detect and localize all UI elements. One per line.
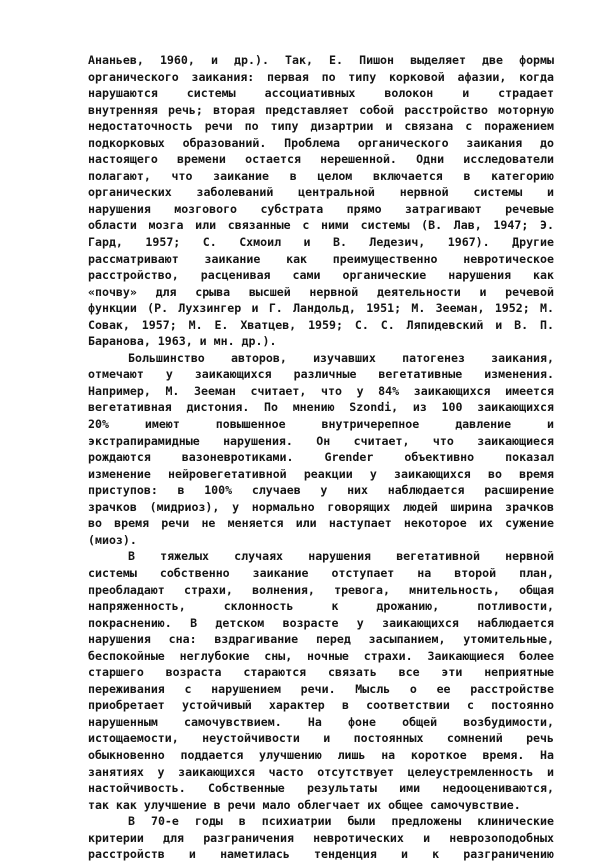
paragraph: функции (Р. Лухзингер и Г. Ландольд, 1951; М. Зееман, 1952; М.	[88, 301, 554, 316]
paragraph: нарушения сна: вздрагивание перед засыпанием, утомительные,	[88, 632, 554, 647]
paragraph: 20% имеют повышенное внутричерепное давление и	[88, 417, 554, 432]
paragraph: рассматривают заикание как преимущественно невротическое	[88, 251, 554, 266]
paragraph: истощаемости, неустойчивости и постоянных сомнений речь	[88, 731, 554, 746]
paragraph: во время речи не меняется или наступает некоторое их сужение	[88, 516, 554, 531]
paragraph: вегетативная дистония. По мнению Szondi, из 100 заикающихся	[88, 400, 554, 415]
paragraph: нарушенным самочувствием. На фоне общей возбудимости,	[88, 714, 554, 729]
paragraph: органического заикания: первая по типу корковой афазии, когда	[88, 69, 554, 84]
paragraph: недостаточность речи по типу дизартрии и связана с поражением	[88, 119, 554, 134]
paragraph: покраснению. В детском возрасте у заикающихся наблюдается	[88, 615, 554, 630]
paragraph: так как улучшение в речи мало облегчает их общее самочувствие.	[88, 797, 521, 812]
paragraph: (миоз).	[88, 532, 137, 547]
paragraph: области мозга или связанные с ними системы (В. Лав, 1947; Э.	[88, 218, 554, 233]
paragraph: внутренняя речь; вторая представляет собой расстройство моторную	[88, 102, 554, 117]
paragraph: расстройств и наметилась тенденция и к разграничению	[88, 847, 554, 862]
paragraph: нарушения мозгового субстрата прямо затрагивают речевые	[88, 201, 554, 216]
paragraph: старшего возраста стараются связать все эти неприятные	[88, 665, 554, 680]
paragraph: изменение нейровегетативной реакции у заикающихся во время	[88, 466, 554, 481]
paragraph: «почву» для срыва высшей нервной деятельности и речевой	[88, 284, 554, 299]
paragraph: зрачков (мидриоз), у нормально говорящих людей ширина зрачков	[88, 499, 554, 514]
paragraph: расстройство, расценивая сами органические нарушения как	[88, 268, 554, 283]
paragraph: В 70-е годы в психиатрии были предложены клинические	[128, 814, 554, 829]
paragraph: Гард, 1957; С. Схмоил и В. Ледезич, 1967). Другие	[88, 235, 554, 250]
paragraph: приобретает устойчивый характер в соответствии с постоянно	[88, 698, 554, 713]
paragraph: преобладают страхи, волнения, тревога, мнительность, общая	[88, 582, 554, 597]
document-page	[88, 52, 554, 863]
paragraph: критерии для разграничения невротических и неврозоподобных	[88, 830, 554, 845]
paragraph: подкорковых образований. Проблема органического заикания до	[88, 135, 554, 150]
paragraph: экстрапирамидные нарушения. Он считает, что заикающиеся	[88, 433, 554, 448]
paragraph: В тяжелых случаях нарушения вегетативной нервной	[128, 549, 554, 564]
paragraph: нарушаются системы ассоциативных волокон и страдает	[88, 86, 554, 101]
paragraph: Ананьев, 1960, и др.). Так, Е. Пишон выделяет две формы	[88, 53, 554, 67]
paragraph: напряженность, склонность к дрожанию, потливости,	[88, 599, 554, 614]
paragraph: настоящего времени остается нерешенной. Одни исследователи	[88, 152, 554, 167]
paragraph: органических заболеваний центральной нервной системы и	[88, 185, 554, 200]
paragraph: Баранова, 1963, и мн. др.).	[88, 334, 277, 349]
paragraph: системы собственно заикание отступает на второй план,	[88, 565, 554, 580]
paragraph: Большинство авторов, изучавших патогенез заикания,	[128, 350, 554, 365]
paragraph: беспокойные неглубокие сны, ночные страхи. Заикающиеся более	[88, 648, 554, 663]
paragraph: отмечают у заикающихся различные вегетативные изменения.	[88, 367, 554, 382]
paragraph: обыкновенно поддается улучшению лишь на короткое время. На	[88, 747, 554, 762]
paragraph: занятиях у заикающихся часто отсутствует целеустремленность и	[88, 764, 554, 779]
paragraph: приступов: в 100% случаев у них наблюдается расширение	[88, 483, 554, 498]
paragraph: настойчивость. Собственные результаты ими недооцениваются,	[88, 781, 554, 796]
paragraph: переживания с нарушением речи. Мысль о ее расстройстве	[88, 681, 554, 696]
paragraph: Например, М. Зееман считает, что у 84% заикающихся имеется	[88, 383, 554, 398]
paragraph: рождаются вазоневротиками. Grender объективно показал	[88, 450, 554, 465]
paragraph: Совак, 1957; М. Е. Хватцев, 1959; С. С. Ляпидевский и В. П.	[88, 317, 554, 332]
paragraph: полагают, что заикание в целом включается в категорию	[88, 168, 554, 183]
